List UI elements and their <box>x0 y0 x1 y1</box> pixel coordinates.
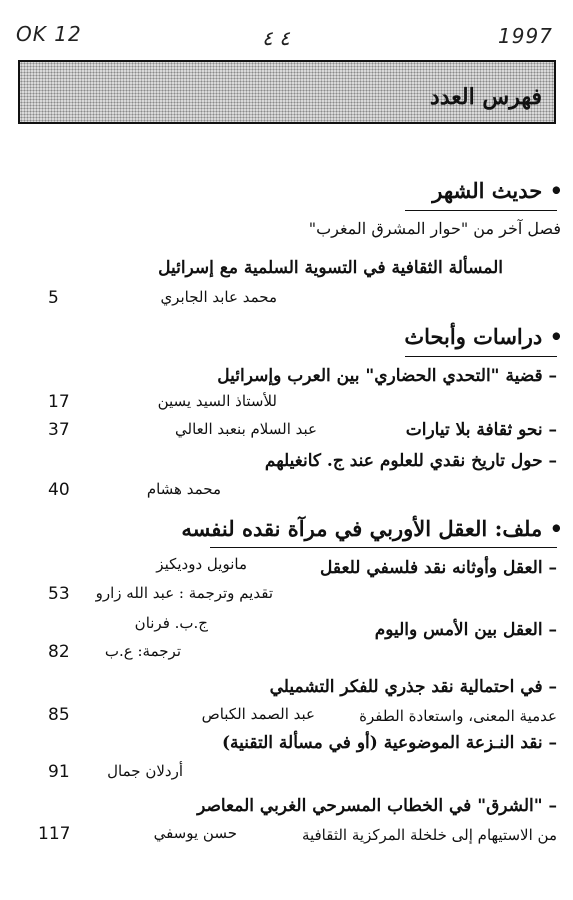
toc-entry-subtitle: عدمية المعنى، واستعادة الطفرة <box>359 707 557 725</box>
section-heading-studies: • دراسات وأبحاث <box>404 324 563 349</box>
toc-entry-title: – حول تاريخ نقدي للعلوم عند ج. كانغيلهم <box>264 451 557 471</box>
toc-subtitle: فصل آخر من "حوار المشرق المغرب" <box>308 219 561 238</box>
section-heading-dossier: • ملف: العقل الأوربي في مرآة نقده لنفسه <box>181 516 563 541</box>
toc-entry-author: أردلان جمال <box>107 762 183 780</box>
toc-entry-title: – "الشرق" في الخطاب المسرحي الغربي المعاصر <box>197 796 557 816</box>
toc-entry-page: 85 <box>48 705 70 725</box>
toc-entry-subtitle: من الاستيهام إلى خلخلة المركزية الثقافية <box>301 826 557 844</box>
toc-entry-title: – في احتمالية نقد جذري للفكر التشميلي <box>269 677 557 697</box>
toc-entry-author: ج.ب. فرنان <box>134 614 208 632</box>
section-heading-editorial: • حديث الشهر <box>432 178 563 203</box>
toc-entry-title: – نحو ثقافة بلا تيارات <box>405 420 557 440</box>
toc-entry-page: 37 <box>48 420 70 440</box>
toc-entry-page: 17 <box>48 392 70 412</box>
toc-entry-page: 53 <box>48 584 70 604</box>
toc-entry-title: – العقل وأوثانه نقد فلسفي للعقل <box>320 558 557 578</box>
toc-entry-page: 82 <box>48 642 70 662</box>
section-underline <box>210 547 557 548</box>
toc-entry-author: عبد الصمد الكباص <box>201 705 315 723</box>
toc-entry-title: – نقد النـزعة الموضوعية (أو في مسألة التقنية) <box>221 733 557 753</box>
toc-entry-title: – العقل بين الأمس واليوم <box>374 620 557 640</box>
toc-entry-author: حسن يوسفي <box>153 824 237 842</box>
toc-entry-page: 5 <box>48 288 59 308</box>
toc-entry-author: مانويل دوديكيز <box>156 555 247 573</box>
contents-banner <box>18 60 556 124</box>
toc-entry-author: عبد السلام بنعبد العالي <box>175 420 317 438</box>
toc-entry-page: 40 <box>48 480 70 500</box>
toc-entry-page: 117 <box>38 824 71 844</box>
section-underline <box>405 356 557 357</box>
toc-entry-translator: ترجمة: ع.ب <box>104 642 181 660</box>
handwritten-issue-mark: ٤ ٤ <box>262 26 290 50</box>
toc-entry-author: محمد عابد الجابري <box>160 288 277 306</box>
toc-entry-author: محمد هشام <box>146 480 221 498</box>
toc-entry-author: للأستاذ السيد يسين <box>157 392 277 410</box>
toc-entry-page: 91 <box>48 762 70 782</box>
toc-entry-translator: تقديم وترجمة : عبد الله زارو <box>95 584 273 602</box>
section-underline <box>405 210 557 211</box>
handwritten-ref-code: OK 12 <box>16 22 82 46</box>
toc-entry-title: المسألة الثقافية في التسوية السلمية مع إسرائيل <box>158 258 503 278</box>
toc-entry-title: – قضية "التحدي الحضاري" بين العرب وإسرائيل <box>217 366 557 386</box>
handwritten-year: 1997 <box>498 24 553 48</box>
banner-title: فهرس العدد <box>429 84 542 110</box>
